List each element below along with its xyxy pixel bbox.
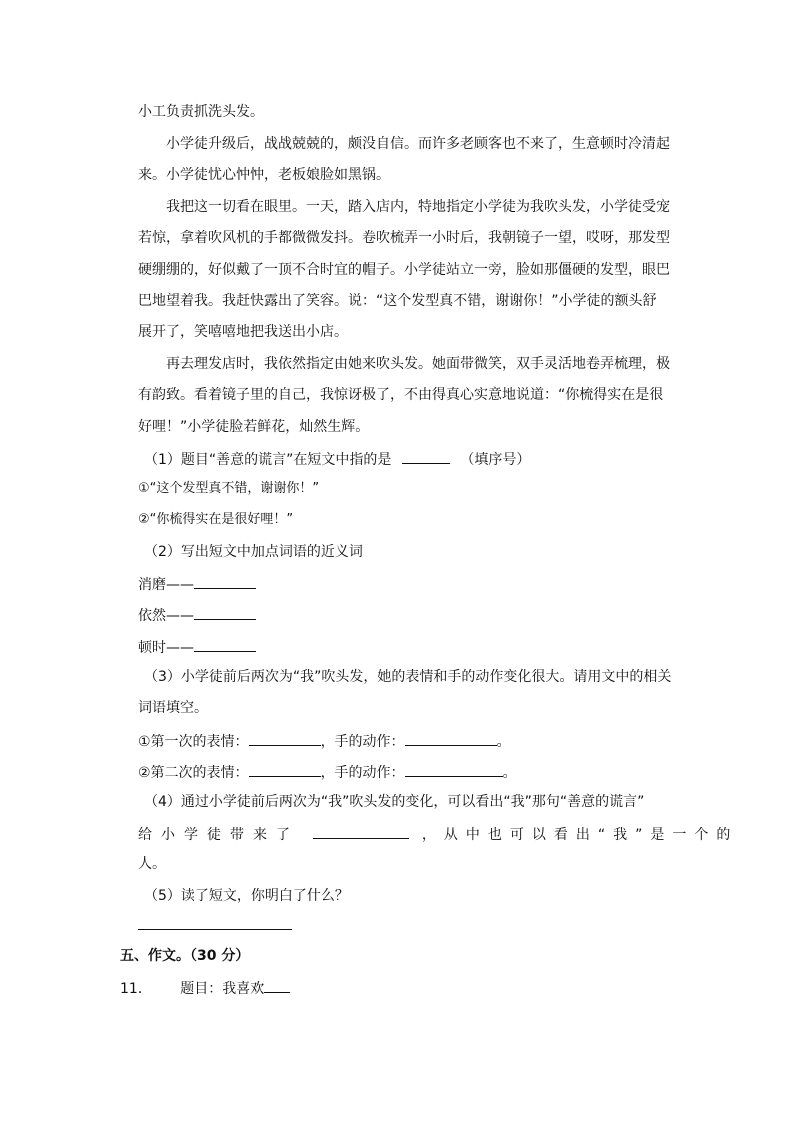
passage-line: 好哩！”小学徒脸若鲜花，灿然生辉。 [138, 419, 370, 435]
question-3: （3）小学徒前后两次为“我”吹头发，她的表情和手的动作变化很大。请用文中的相关 [144, 669, 672, 685]
composition-question [120, 977, 660, 999]
passage-line: 小工负责抓洗头发。 [138, 104, 264, 120]
answer-blank[interactable] [402, 448, 450, 464]
answer-blank[interactable] [249, 761, 321, 777]
passage-line: 小学徒升级后，战战兢兢的，颇没自信。而许多老顾客也不来了，生意顿时冷清起 [166, 136, 670, 152]
answer-blank[interactable] [194, 604, 256, 620]
fill-label: ，手的动作： [320, 765, 405, 781]
q4-text: 给小学徒带来了 [138, 827, 299, 843]
fill-row [138, 761, 678, 783]
answer-blank[interactable] [405, 730, 497, 746]
passage-line: 来。小学徒忧心忡忡，老板娘脸如黑锅。 [138, 167, 390, 183]
question-4-cont: 人。 [138, 856, 166, 872]
passage-line: 再去理发店时，我依然指定由她来吹头发。她面带微笑，双手灵活地卷弄梳理，极 [166, 356, 670, 372]
passage-line: 展开了，笑嘻嘻地把我送出小店。 [138, 324, 348, 340]
answer-blank[interactable] [249, 730, 321, 746]
fill-label: ②第二次的表情： [138, 765, 249, 781]
section-title: 五、作文。（30 分） [120, 948, 250, 964]
passage-line: 有韵致。看着镜子里的自己，我惊讶极了，不由得真心实意地说道：“你梳得实在是很 [138, 387, 664, 403]
question-1-suffix: （填序号） [460, 452, 531, 468]
synonym-word: 消磨—— [138, 577, 194, 593]
passage-line: 若惊，拿着吹风机的手都微微发抖。卷吹梳弄一小时后，我朝镜子一望，哎呀，那发型 [138, 230, 670, 246]
fill-label: ①第一次的表情： [138, 734, 249, 750]
question-3-cont: 词语填空。 [138, 700, 208, 716]
question-4-cont [138, 823, 739, 845]
answer-blank[interactable] [194, 636, 256, 652]
question-1 [144, 448, 684, 470]
passage-line: 巴地望着我。我赶快露出了笑容。说：“这个发型真不错，谢谢你！”小学徒的额头舒 [138, 293, 657, 309]
answer-blank[interactable] [138, 914, 292, 930]
synonym-item [138, 636, 678, 658]
option-2: ②“你梳得实在是很好哩！” [138, 512, 294, 527]
question-5: （5）读了短文，你明白了什么？ [144, 888, 349, 904]
passage-line: 硬绷绷的，好似戴了一顶不合时宜的帽子。小学徒站立一旁，脸如那僵硬的发型，眼巴 [138, 262, 670, 278]
answer-blank[interactable] [194, 573, 256, 589]
q4-text: ，从中也可以看出“我”是一个的 [421, 827, 739, 843]
passage-line: 我把这一切看在眼里。一天，踏入店内，特地指定小学徒为我吹头发，小学徒受宠 [166, 199, 670, 215]
synonym-word: 顿时—— [138, 640, 194, 656]
synonym-word: 依然—— [138, 608, 194, 624]
answer-blank[interactable] [405, 761, 503, 777]
synonym-item [138, 604, 678, 626]
fill-label: ，手的动作： [320, 734, 405, 750]
composition-prompt: 题目：我喜欢 [180, 981, 265, 997]
fill-end: 。 [496, 734, 511, 750]
question-2: （2）写出短文中加点词语的近义词 [144, 544, 363, 560]
answer-blank[interactable] [313, 823, 409, 839]
answer-line[interactable] [138, 914, 678, 936]
question-1-text: （1）题目“善意的谎言”在短文中指的是 [144, 452, 392, 468]
synonym-item [138, 573, 678, 595]
question-number: 11． [120, 981, 152, 997]
fill-row [138, 730, 678, 752]
question-4: （4）通过小学徒前后两次为“我”吹头发的变化，可以看出“我”那句“善意的谎言” [144, 794, 645, 810]
fill-end: 。 [502, 765, 517, 781]
answer-blank[interactable] [264, 977, 290, 993]
option-1: ①“这个发型真不错，谢谢你！” [138, 481, 320, 496]
